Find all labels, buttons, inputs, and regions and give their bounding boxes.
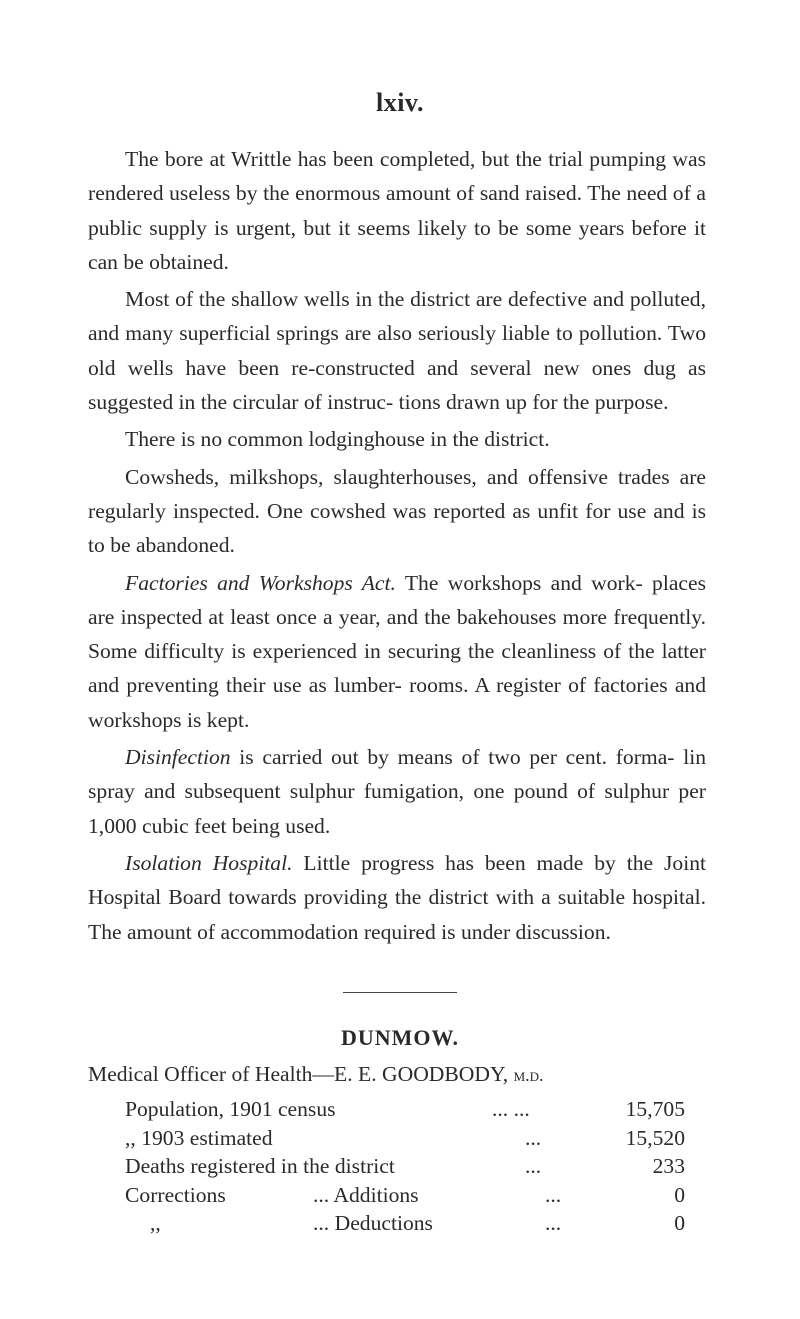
paragraph-cowsheds: Cowsheds, milkshops, slaughterhouses, and offensive trades are regularly inspected. One cowshed was reported as unfit for use and is to be abandoned. (88, 464, 706, 558)
paragraph-disinfection: Disinfection is carried out by means of two per cent. forma- lin spray and subsequent sulphur fumigation, one pound of sulphur per 1,000 cubic feet being used. (88, 745, 706, 838)
stat-row-deaths: Deaths registered in the district ... 233 (125, 1154, 685, 1179)
district-heading: DUNMOW. (340, 1025, 460, 1050)
factories-heading: Factories and Workshops Act. (125, 570, 396, 595)
disinfection-heading: Disinfection (125, 745, 231, 770)
paragraph-isolation-hospital: Isolation Hospital. Little progress has been made by the Joint Hospital Board towards providing the district with a suitable hospital. The amount of accommodation required is under discussion. (88, 850, 706, 944)
page-number: lxiv. (375, 88, 424, 117)
medical-officer-line: Medical Officer of Health—E. E. GOODBODY, m.d. (88, 1062, 544, 1086)
isolation-hospital-heading: Isolation Hospital. (125, 850, 293, 875)
paragraph-shallow-wells: Most of the shallow wells in the district are defective and polluted, and many superficial springs are also seriously liable to pollution. Two old wells have been re-constructed and several new ones dug as suggested in the circular of instruc- tions drawn up for the purpose. (88, 287, 706, 415)
section-divider (343, 992, 457, 993)
stat-row-estimate-1903: ,, 1903 estimated ... 15,520 (125, 1125, 685, 1150)
paragraph-lodginghouse: There is no common lodginghouse in the district. (125, 427, 550, 452)
paragraph-factories: Factories and Workshops Act. The workshops and work- places are inspected at least once a year, and the bakehouses more frequently. Some difficulty is experienced in securing the cleanliness of the latter and preventing their use as lumber- rooms. A register of factories and workshops is kept. (88, 570, 706, 732)
paragraph-writtle-bore: The bore at Writtle has been completed, but the trial pumping was rendered useless by the enormous amount of sand raised. The need of a public supply is urgent, but it seems likely to be some years before it can be obtained. (88, 147, 706, 274)
statistics-table (125, 1095, 685, 1238)
stat-row-population-1901: Population, 1901 census ... ... 15,705 (125, 1097, 685, 1121)
stat-row-additions: Corrections ... Additions ... 0 (125, 1182, 685, 1207)
stat-row-deductions: ,, ... Deductions ... 0 (150, 1211, 685, 1236)
officer-degree: m.d. (513, 1065, 544, 1085)
report-body (88, 142, 706, 949)
